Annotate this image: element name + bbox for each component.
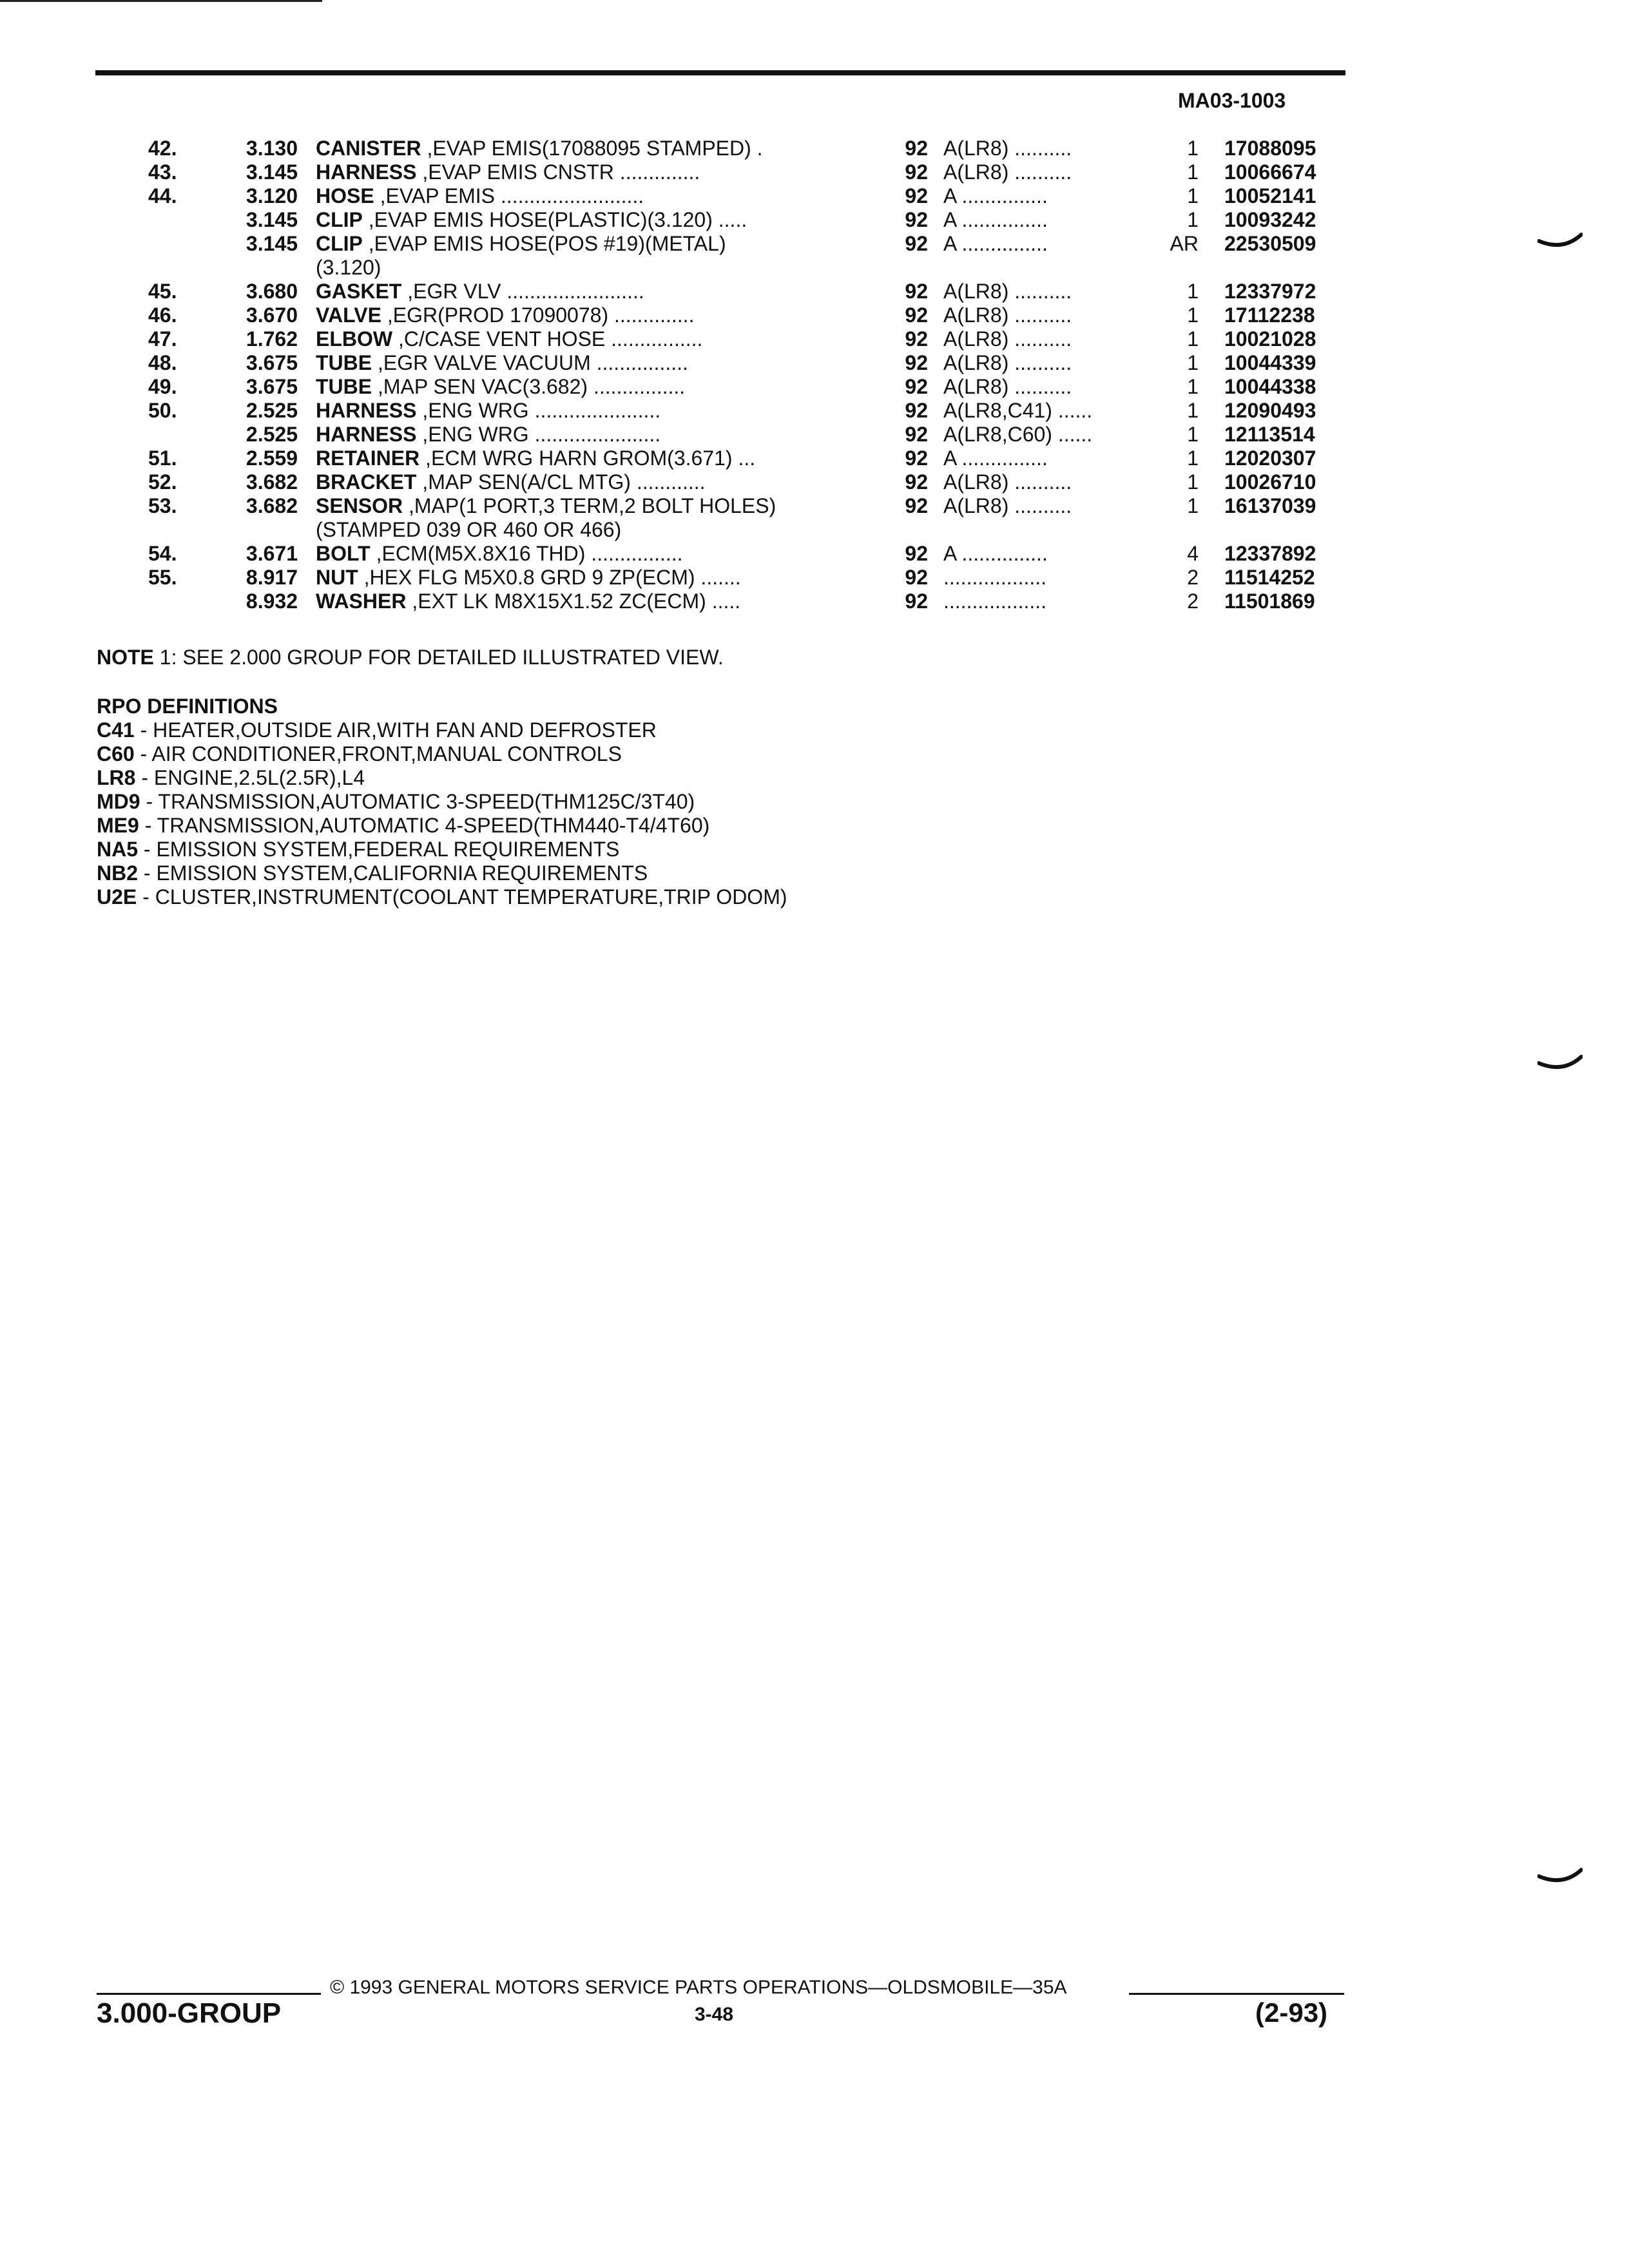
rpo-text: - EMISSION SYSTEM,CALIFORNIA REQUIREMENTS (138, 861, 648, 885)
application: A(LR8) .......... (943, 351, 1072, 374)
quantity: 2 (1187, 590, 1199, 613)
parts-row (116, 399, 1353, 423)
part-detail: ,EVAP EMIS CNSTR .............. (416, 160, 700, 184)
quantity: 1 (1187, 423, 1199, 446)
footer-rule-right (1129, 1993, 1344, 1995)
part-description (316, 160, 960, 184)
parts-row (116, 494, 1353, 518)
part-detail: ,ENG WRG ...................... (416, 399, 661, 422)
parts-row (116, 256, 1353, 280)
parts-row (116, 327, 1353, 351)
quantity: 1 (1187, 160, 1199, 184)
parts-row (116, 542, 1353, 566)
section-number: 3.680 (246, 280, 298, 303)
rpo-text: - EMISSION SYSTEM,FEDERAL REQUIREMENTS (138, 838, 620, 861)
model-year: 92 (905, 494, 928, 517)
parts-row (116, 232, 1353, 256)
parts-row (116, 590, 1353, 613)
model-year: 92 (905, 566, 928, 589)
quantity: 1 (1187, 280, 1199, 303)
document-code: MA03-1003 (1178, 89, 1286, 112)
part-name: NUT (316, 566, 358, 589)
part-name: ELBOW (316, 327, 393, 351)
part-number: 10052141 (1224, 184, 1316, 207)
application: A ............... (943, 447, 1048, 470)
part-detail: ,EVAP EMIS ......................... (374, 184, 644, 207)
page-number: 3-48 (695, 2004, 734, 2025)
part-description (316, 303, 960, 327)
quantity: 1 (1187, 137, 1199, 160)
section-number: 8.932 (246, 590, 298, 613)
model-year: 92 (905, 303, 928, 327)
model-year: 92 (905, 542, 928, 565)
parts-row (116, 184, 1353, 208)
part-name: VALVE (316, 303, 381, 327)
section-number: 8.917 (246, 566, 298, 589)
part-name: TUBE (316, 375, 372, 398)
application: A(LR8) .......... (943, 470, 1072, 494)
part-detail: ,EGR VALVE VACUUM ................ (372, 351, 688, 374)
application: A ............... (943, 542, 1048, 565)
model-year: 92 (905, 470, 928, 494)
quantity: 1 (1187, 375, 1199, 398)
part-name: HARNESS (316, 399, 417, 422)
model-year: 92 (905, 399, 928, 422)
application: .................. (943, 590, 1047, 613)
part-detail: ,HEX FLG M5X0.8 GRD 9 ZP(ECM) ....... (358, 566, 741, 589)
quantity: 1 (1187, 494, 1199, 517)
rpo-code: C41 (97, 718, 135, 742)
part-name: RETAINER (316, 447, 420, 470)
item-number: 43. (148, 160, 177, 184)
rpo-definition (97, 790, 787, 814)
part-description (316, 184, 960, 208)
rpo-code: MD9 (97, 790, 140, 813)
item-number: 54. (148, 542, 177, 565)
item-number: 55. (148, 566, 177, 589)
rpo-text: - AIR CONDITIONER,FRONT,MANUAL CONTROLS (134, 742, 622, 765)
part-detail: (STAMPED 039 OR 460 OR 466) (316, 518, 622, 541)
part-number: 10066674 (1224, 160, 1316, 184)
part-detail: ,MAP SEN(A/CL MTG) ............ (416, 470, 706, 494)
model-year: 92 (905, 137, 928, 160)
application: A ............... (943, 208, 1048, 231)
part-number: 17112238 (1224, 303, 1315, 327)
part-detail: ,ECM(M5X.8X16 THD) ................ (370, 542, 683, 565)
section-number: 3.670 (246, 303, 298, 327)
item-number: 51. (148, 447, 177, 470)
rpo-text: - CLUSTER,INSTRUMENT(COOLANT TEMPERATURE,TRIP ODOM) (137, 885, 787, 908)
rpo-code: C60 (97, 742, 135, 765)
rpo-code: NB2 (97, 861, 139, 885)
part-number: 10021028 (1224, 327, 1316, 351)
part-description (316, 470, 960, 494)
part-number: 17088095 (1224, 137, 1316, 160)
section-number: 2.525 (246, 399, 298, 422)
part-name: BOLT (316, 542, 371, 565)
section-number: 3.145 (246, 208, 298, 231)
application: A(LR8) .......... (943, 137, 1072, 160)
part-detail: ,EGR VLV ........................ (401, 280, 644, 303)
part-description (316, 208, 960, 232)
model-year: 92 (905, 375, 928, 398)
item-number: 45. (148, 280, 177, 303)
revision-date: (2-93) (1255, 1997, 1328, 2028)
section-number: 3.671 (246, 542, 298, 565)
part-detail: ,EVAP EMIS(17088095 STAMPED) . (421, 137, 763, 160)
binder-punch-mark (1537, 1867, 1583, 1884)
rpo-definition (97, 838, 787, 861)
rpo-definition (97, 742, 787, 766)
application: A(LR8) .......... (943, 327, 1072, 351)
application: A(LR8,C41) ...... (943, 399, 1093, 422)
model-year: 92 (905, 351, 928, 374)
part-description (316, 542, 960, 566)
part-description (316, 590, 960, 613)
section-number: 3.682 (246, 470, 298, 494)
section-number: 3.145 (246, 160, 298, 184)
part-detail: ,EGR(PROD 17090078) .............. (381, 303, 695, 327)
rpo-text: - ENGINE,2.5L(2.5R),L4 (135, 766, 365, 789)
parts-row (116, 423, 1353, 447)
rpo-heading: RPO DEFINITIONS (97, 695, 278, 718)
note-label: NOTE (97, 646, 154, 669)
rpo-text: - TRANSMISSION,AUTOMATIC 3-SPEED(THM125C/3T40) (140, 790, 695, 813)
header-rule (95, 70, 1345, 75)
model-year: 92 (905, 447, 928, 470)
section-number: 3.145 (246, 232, 298, 255)
section-number: 2.559 (246, 447, 298, 470)
part-detail: ,ECM WRG HARN GROM(3.671) ... (419, 447, 756, 470)
section-number: 3.130 (246, 137, 298, 160)
part-detail: ,C/CASE VENT HOSE ................ (392, 327, 703, 351)
quantity: 1 (1187, 184, 1199, 207)
binder-punch-mark (1537, 1054, 1583, 1071)
parts-row (116, 303, 1353, 327)
part-name: WASHER (316, 590, 407, 613)
model-year: 92 (905, 232, 928, 255)
application: A ............... (943, 184, 1048, 207)
part-description (316, 447, 960, 470)
application: .................. (943, 566, 1047, 589)
part-detail: ,EXT LK M8X15X1.52 ZC(ECM) ..... (406, 590, 741, 613)
parts-row (116, 160, 1353, 184)
part-number: 12020307 (1224, 447, 1316, 470)
section-number: 1.762 (246, 327, 298, 351)
quantity: 1 (1187, 470, 1199, 494)
rpo-code: U2E (97, 885, 137, 908)
part-number: 16137039 (1224, 494, 1316, 517)
rpo-definition (97, 766, 787, 790)
rpo-definition (97, 814, 787, 838)
footer-rule-left (97, 1993, 321, 1995)
part-description (316, 518, 960, 542)
part-description (316, 137, 960, 160)
rpo-text: - TRANSMISSION,AUTOMATIC 4-SPEED(THM440-T4/4T60) (139, 814, 710, 837)
section-number: 2.525 (246, 423, 298, 446)
quantity: 1 (1187, 327, 1199, 351)
part-number: 11514252 (1224, 566, 1315, 589)
parts-row (116, 447, 1353, 470)
parts-row (116, 375, 1353, 399)
model-year: 92 (905, 208, 928, 231)
top-edge-line (0, 0, 322, 2)
model-year: 92 (905, 590, 928, 613)
part-number: 12337972 (1224, 280, 1316, 303)
part-description (316, 280, 960, 303)
application: A(LR8) .......... (943, 375, 1072, 398)
part-description (316, 327, 960, 351)
parts-row (116, 137, 1353, 160)
rpo-code: LR8 (97, 766, 136, 789)
model-year: 92 (905, 184, 928, 207)
quantity: 4 (1187, 542, 1199, 565)
part-name: BRACKET (316, 470, 417, 494)
part-detail: (3.120) (316, 256, 381, 279)
section-number: 3.675 (246, 351, 298, 374)
part-number: 10044339 (1224, 351, 1316, 374)
item-number: 53. (148, 494, 177, 517)
parts-row (116, 470, 1353, 494)
part-description (316, 232, 960, 256)
rpo-definition (97, 718, 787, 742)
part-description (316, 375, 960, 399)
part-name: CLIP (316, 232, 363, 255)
item-number: 49. (148, 375, 177, 398)
note (97, 646, 724, 669)
application: A(LR8) .......... (943, 303, 1072, 327)
part-description (316, 256, 960, 280)
part-name: TUBE (316, 351, 372, 374)
item-number: 47. (148, 327, 177, 351)
quantity: 1 (1187, 303, 1199, 327)
parts-row (116, 566, 1353, 590)
item-number: 44. (148, 184, 177, 207)
part-number: 10044338 (1224, 375, 1316, 398)
application: A(LR8) .......... (943, 160, 1072, 184)
model-year: 92 (905, 423, 928, 446)
quantity: 1 (1187, 447, 1199, 470)
section-number: 3.682 (246, 494, 298, 517)
application: A(LR8) .......... (943, 494, 1072, 517)
part-name: HARNESS (316, 160, 417, 184)
model-year: 92 (905, 160, 928, 184)
parts-list (116, 137, 1353, 613)
parts-row (116, 280, 1353, 303)
part-name: CLIP (316, 208, 363, 231)
rpo-definition (97, 861, 787, 885)
application: A(LR8) .......... (943, 280, 1072, 303)
rpo-code: NA5 (97, 838, 139, 861)
part-number: 10026710 (1224, 470, 1316, 494)
item-number: 42. (148, 137, 177, 160)
quantity: 1 (1187, 351, 1199, 374)
quantity: 1 (1187, 208, 1199, 231)
quantity: AR (1170, 232, 1199, 255)
group-label: 3.000-GROUP (97, 1997, 282, 2029)
rpo-definition (97, 885, 787, 909)
quantity: 2 (1187, 566, 1199, 589)
part-description (316, 399, 960, 423)
binder-punch-mark (1537, 232, 1583, 249)
part-number: 12090493 (1224, 399, 1316, 422)
item-number: 50. (148, 399, 177, 422)
part-name: GASKET (316, 280, 402, 303)
rpo-code: ME9 (97, 814, 139, 837)
application: A ............... (943, 232, 1048, 255)
part-detail: ,MAP SEN VAC(3.682) ................ (372, 375, 686, 398)
part-name: HOSE (316, 184, 374, 207)
section-number: 3.120 (246, 184, 298, 207)
part-number: 12113514 (1224, 423, 1315, 446)
part-number: 11501869 (1224, 590, 1315, 613)
parts-row (116, 208, 1353, 232)
item-number: 48. (148, 351, 177, 374)
rpo-text: - HEATER,OUTSIDE AIR,WITH FAN AND DEFROSTER (134, 718, 657, 742)
copyright: © 1993 GENERAL MOTORS SERVICE PARTS OPERATIONS—OLDSMOBILE—35A (330, 1977, 1067, 1998)
part-name: CANISTER (316, 137, 421, 160)
model-year: 92 (905, 327, 928, 351)
note-text: 1: SEE 2.000 GROUP FOR DETAILED ILLUSTRATED VIEW. (153, 646, 724, 669)
part-number: 12337892 (1224, 542, 1316, 565)
parts-row (116, 351, 1353, 375)
part-description (316, 494, 960, 518)
part-detail: ,EVAP EMIS HOSE(PLASTIC)(3.120) ..... (362, 208, 747, 231)
part-description (316, 351, 960, 375)
application: A(LR8,C60) ...... (943, 423, 1093, 446)
part-description (316, 566, 960, 590)
model-year: 92 (905, 280, 928, 303)
part-description (316, 423, 960, 447)
part-detail: ,MAP(1 PORT,3 TERM,2 BOLT HOLES) (403, 494, 776, 517)
part-name: SENSOR (316, 494, 403, 517)
rpo-definitions (97, 695, 787, 909)
part-number: 10093242 (1224, 208, 1316, 231)
parts-row (116, 518, 1353, 542)
item-number: 52. (148, 470, 177, 494)
part-detail: ,ENG WRG ...................... (416, 423, 661, 446)
quantity: 1 (1187, 399, 1199, 422)
part-detail: ,EVAP EMIS HOSE(POS #19)(METAL) (362, 232, 726, 255)
section-number: 3.675 (246, 375, 298, 398)
item-number: 46. (148, 303, 177, 327)
part-number: 22530509 (1224, 232, 1316, 255)
part-name: HARNESS (316, 423, 417, 446)
